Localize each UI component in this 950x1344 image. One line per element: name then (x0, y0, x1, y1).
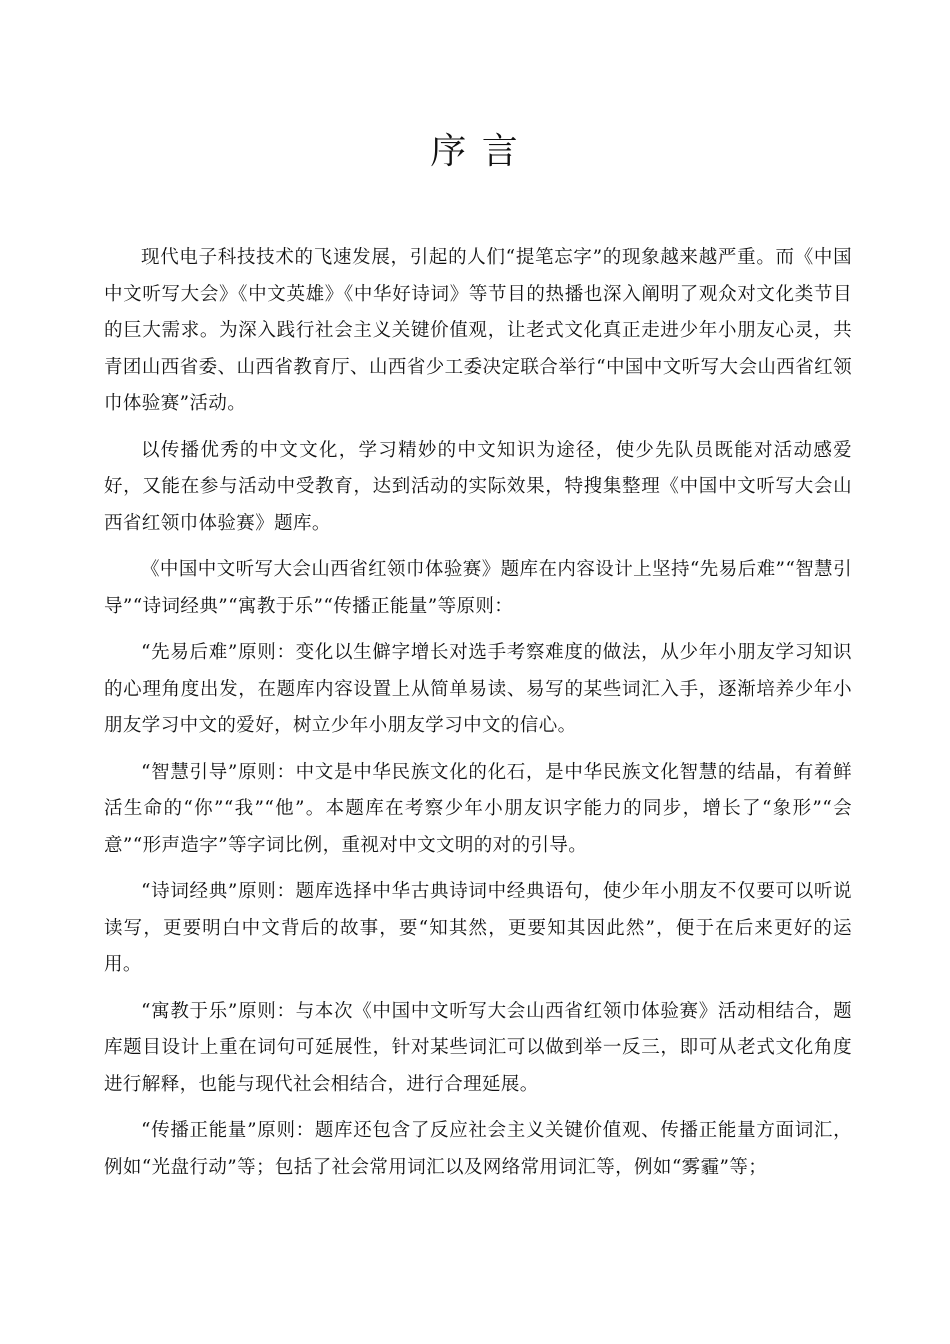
paragraph-edutainment: “寓教于乐”原则：与本次《中国中文听写大会山西省红领巾体验赛》活动相结合，题库题目设计上重在词句可延展性，针对某些词汇可以做到举一反三，即可从老式文化角度进行解释，也能与现代社会相结合，进行合理延展。 (104, 1000, 852, 1095)
body-text (104, 240, 852, 1196)
paragraph-positive-energy: “传播正能量”原则：题库还包含了反应社会主义关键价值观、传播正能量方面词汇，例如“光盘行动”等；包括了社会常用词汇以及网络常用词汇等，例如“雾霾”等； (104, 1120, 852, 1178)
paragraph-easy-to-hard: “先易后难”原则：变化以生僻字增长对选手考察难度的做法，从少年小朋友学习知识的心理角度出发，在题库内容设置上从简单易读、易写的某些词汇入手，逐渐培养少年小朋友学习中文的爱好，树立少年小朋友学习中文的信心。 (104, 642, 852, 736)
paragraph-wisdom-guidance: “智慧引导”原则：中文是中华民族文化的化石，是中华民族文化智慧的结晶，有着鲜活生命的“你”“我”“他”。本题库在考察少年小朋友识字能力的同步，增长了“象形”“会意”“形声造字”等字词比例，重视对中文文明的对的引导。 (104, 761, 852, 856)
paragraph-purpose: 以传播优秀的中文文化，学习精妙的中文知识为途径，使少先队员既能对活动感爱好，又能在参与活动中受教育，达到活动的实际效果，特搜集整理《中国中文听写大会山西省红领巾体验赛》题库。 (104, 439, 852, 534)
page-title: 序 言 (430, 131, 520, 172)
paragraph-classic-poetry: “诗词经典”原则：题库选择中华古典诗词中经典语句，使少年小朋友不仅要可以听说读写，更要明白中文背后的故事，要“知其然，更要知其因此然”，便于在后来更好的运用。 (104, 881, 852, 975)
paragraph-principles: 《中国中文听写大会山西省红领巾体验赛》题库在内容设计上坚持“先易后难”“智慧引导”“诗词经典”“寓教于乐”“传播正能量”等原则： (104, 559, 852, 617)
paragraph-intro: 现代电子科技技术的飞速发展，引起的人们“提笔忘字”的现象越来越严重。而《中国中文听写大会》《中文英雄》《中华好诗词》等节目的热播也深入阐明了观众对文化类节目的巨大需求。为深入践行社会主义关键价值观，让老式文化真正走进少年小朋友心灵，共青团山西省委、山西省教育厅、山西省少工委决定联合举行“中国中文听写大会山西省红领巾体验赛”活动。 (104, 247, 852, 414)
